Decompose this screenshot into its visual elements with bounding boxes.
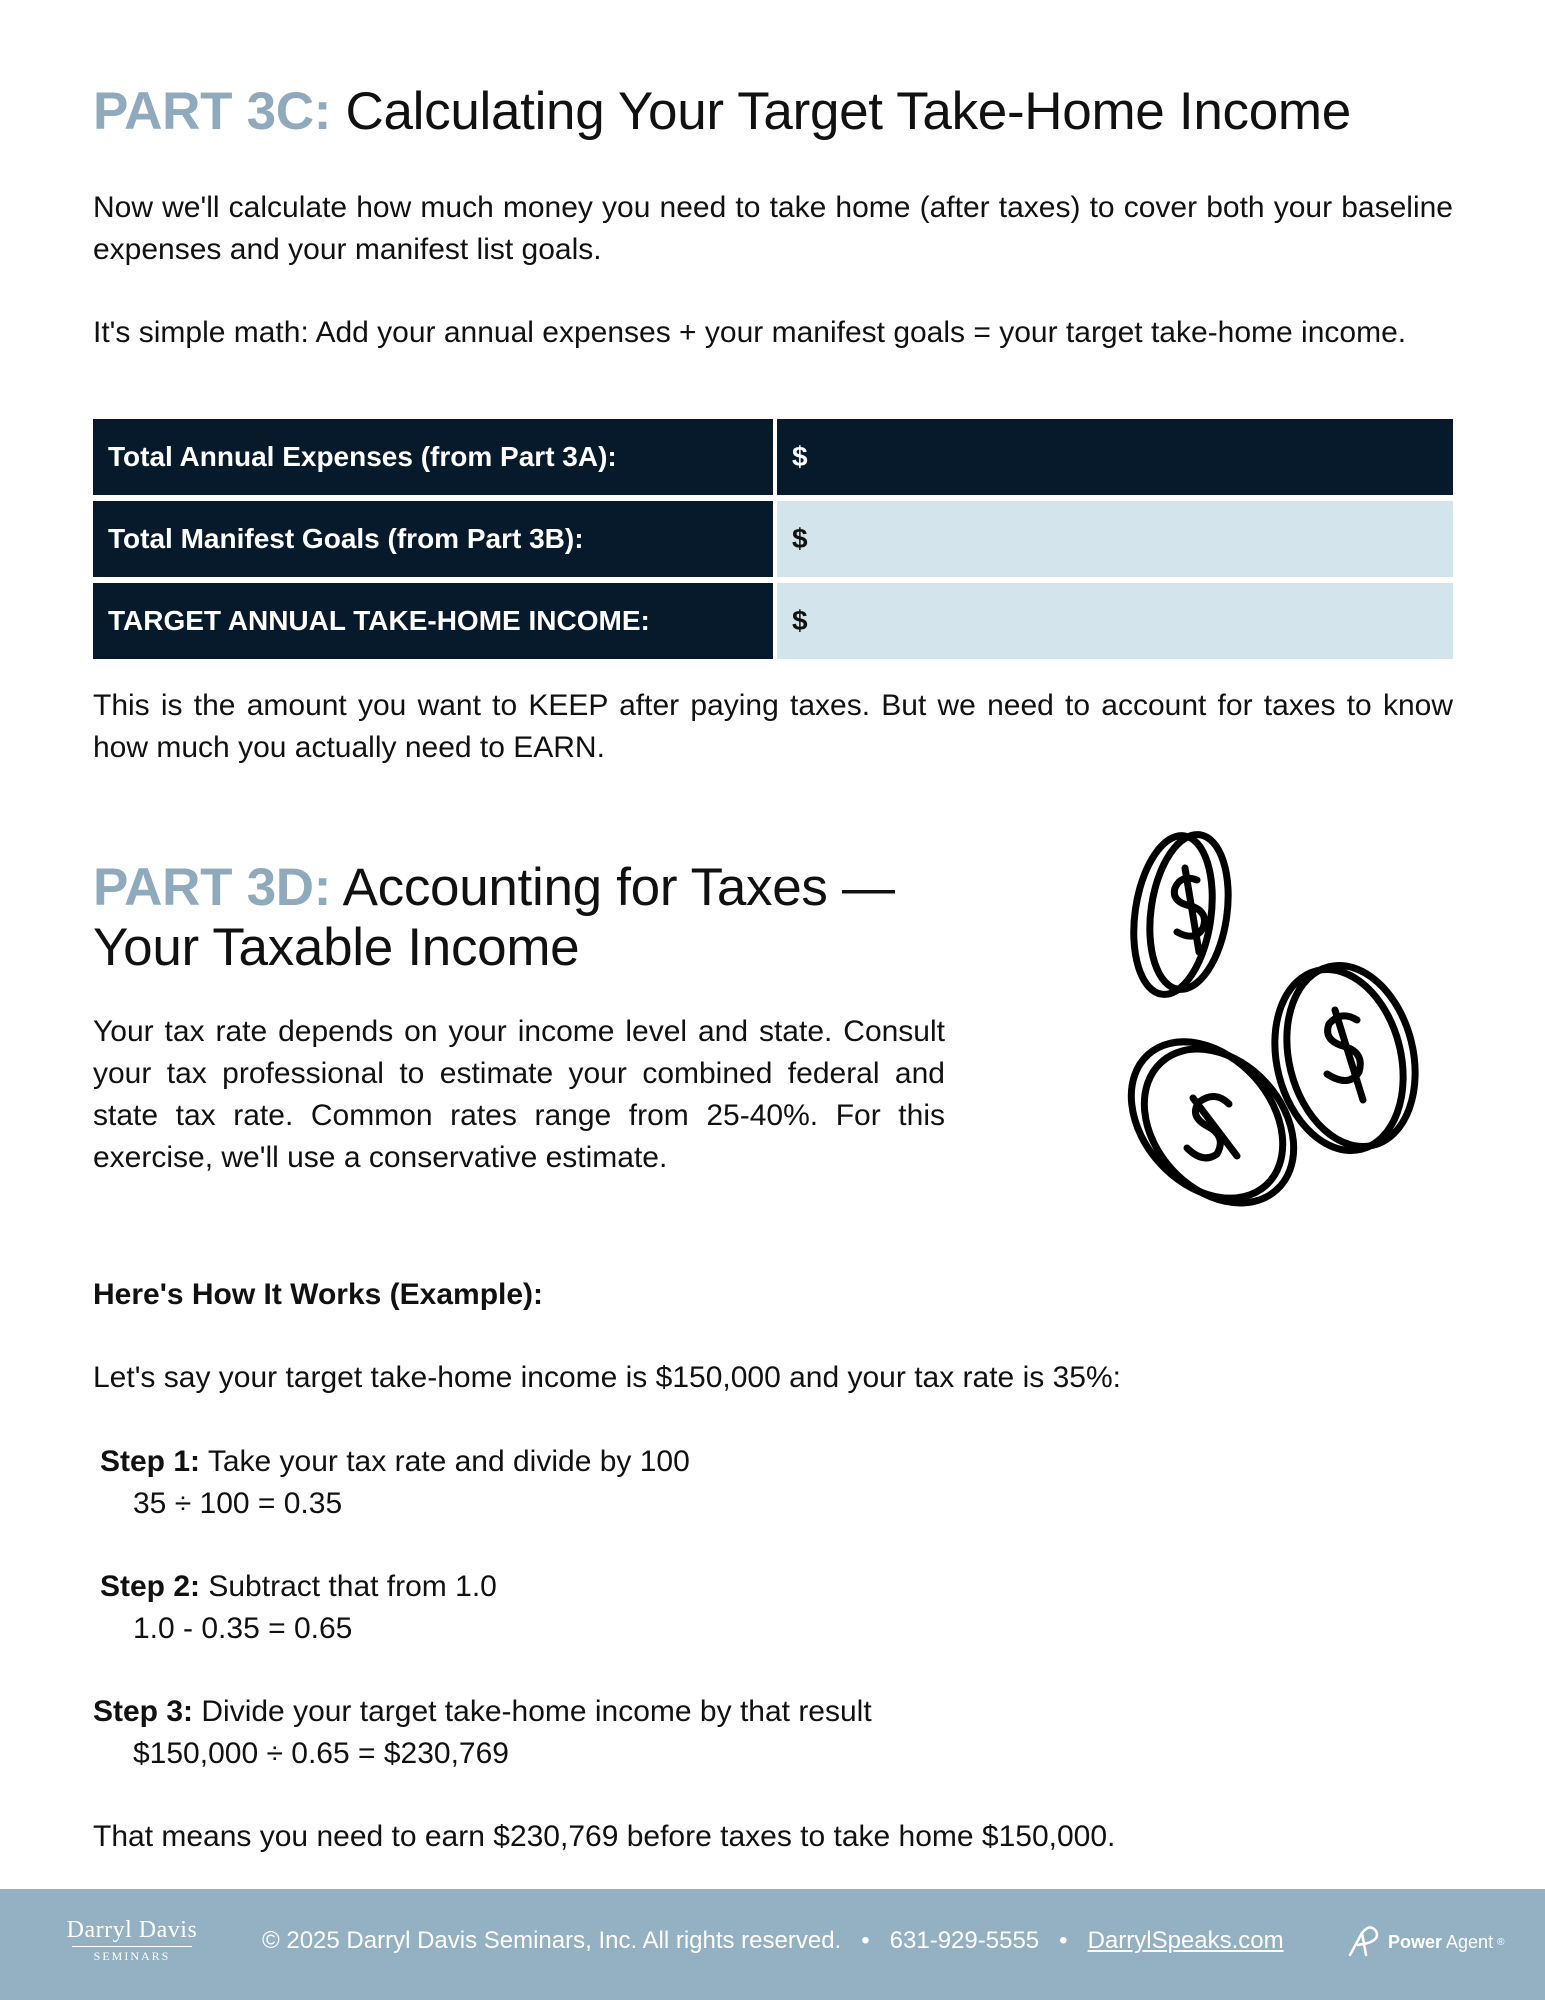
step-text: Divide your target take-home income by that result	[193, 1695, 872, 1728]
copyright: © 2025 Darryl Davis Seminars, Inc. All rights reserved.	[262, 1927, 842, 1954]
step-label: Step 1:	[100, 1445, 201, 1478]
table-row-label: Total Annual Expenses (from Part 3A):	[93, 419, 777, 495]
website-link[interactable]: DarrylSpeaks.com	[1087, 1927, 1284, 1954]
footer	[0, 1889, 1545, 2000]
part3d-title-line1: Accounting for Taxes —	[331, 858, 895, 917]
conclusion: That means you need to earn $230,769 before taxes to take home $150,000.	[93, 1820, 1116, 1853]
darryl-davis-logo	[52, 1917, 212, 1964]
power-agent-logo-icon	[1346, 1925, 1384, 1959]
part3c-heading-block	[93, 82, 1453, 142]
part3c-title-text: Calculating Your Target Take-Home Income	[331, 82, 1351, 141]
part3c-math: It's simple math: Add your annual expenses + your manifest goals = your target take-home income.	[93, 316, 1407, 349]
part3c-title	[93, 82, 1453, 142]
dollar-coins-illustration	[1115, 820, 1435, 1220]
step-calc: 1.0 - 0.35 = 0.65	[133, 1612, 353, 1645]
table-row-value-field[interactable]: $	[777, 577, 1453, 659]
step-label: Step 2:	[100, 1570, 201, 1603]
step-2	[100, 1566, 1460, 1650]
separator: •	[1059, 1927, 1068, 1954]
logo-sub: SEMINARS	[72, 1946, 192, 1964]
step-1	[100, 1441, 1460, 1525]
brand-strong: Power	[1388, 1931, 1443, 1952]
step-text: Take your tax rate and divide by 100	[200, 1445, 690, 1478]
step-3	[93, 1691, 1453, 1775]
part3d-body: Your tax rate depends on your income level and state. Consult your tax professional to estimate your combined federal and state tax rate. Common rates range from 25-40%. For this exercise, we'll use a conservative estimate.	[93, 1015, 945, 1174]
table-row	[93, 577, 1453, 659]
footer-text	[262, 1927, 1284, 1955]
table-row-value-field[interactable]: $	[777, 419, 1453, 495]
example-heading: Here's How It Works (Example):	[93, 1278, 544, 1311]
income-table	[93, 419, 1453, 659]
part3c-intro: Now we'll calculate how much money you need to take home (after taxes) to cover both your baseline expenses and your manifest list goals.	[93, 191, 1453, 266]
table-row	[93, 419, 1453, 495]
table-row-label: TARGET ANNUAL TAKE-HOME INCOME:	[93, 577, 777, 659]
coin-icon	[1124, 829, 1237, 999]
part3d-tag: PART 3D:	[93, 858, 332, 917]
logo-name: Darryl Davis	[66, 1917, 198, 1943]
step-text: Subtract that from 1.0	[200, 1570, 497, 1603]
part3c-after-table: This is the amount you want to KEEP after paying taxes. But we need to account for taxes to know how much you actually need to EARN.	[93, 689, 1453, 764]
step-calc: $150,000 ÷ 0.65 = $230,769	[133, 1737, 509, 1770]
brand-light: Agent	[1446, 1931, 1494, 1952]
table-row-value-field[interactable]: $	[777, 495, 1453, 577]
part3d-title	[93, 858, 973, 978]
brand-mark: ®	[1497, 1936, 1505, 1948]
phone: 631-929-5555	[889, 1927, 1040, 1954]
step-calc: 35 ÷ 100 = 0.35	[133, 1487, 343, 1520]
step-label: Step 3:	[93, 1695, 194, 1728]
table-row	[93, 495, 1453, 577]
example-intro: Let's say your target take-home income is $150,000 and your tax rate is 35%:	[93, 1361, 1121, 1394]
power-agent-logo	[1346, 1925, 1504, 1959]
separator: •	[861, 1927, 870, 1954]
part3c-tag: PART 3C:	[93, 82, 332, 141]
table-row-label: Total Manifest Goals (from Part 3B):	[93, 495, 777, 577]
part3d-title-line2: Your Taxable Income	[93, 918, 580, 977]
